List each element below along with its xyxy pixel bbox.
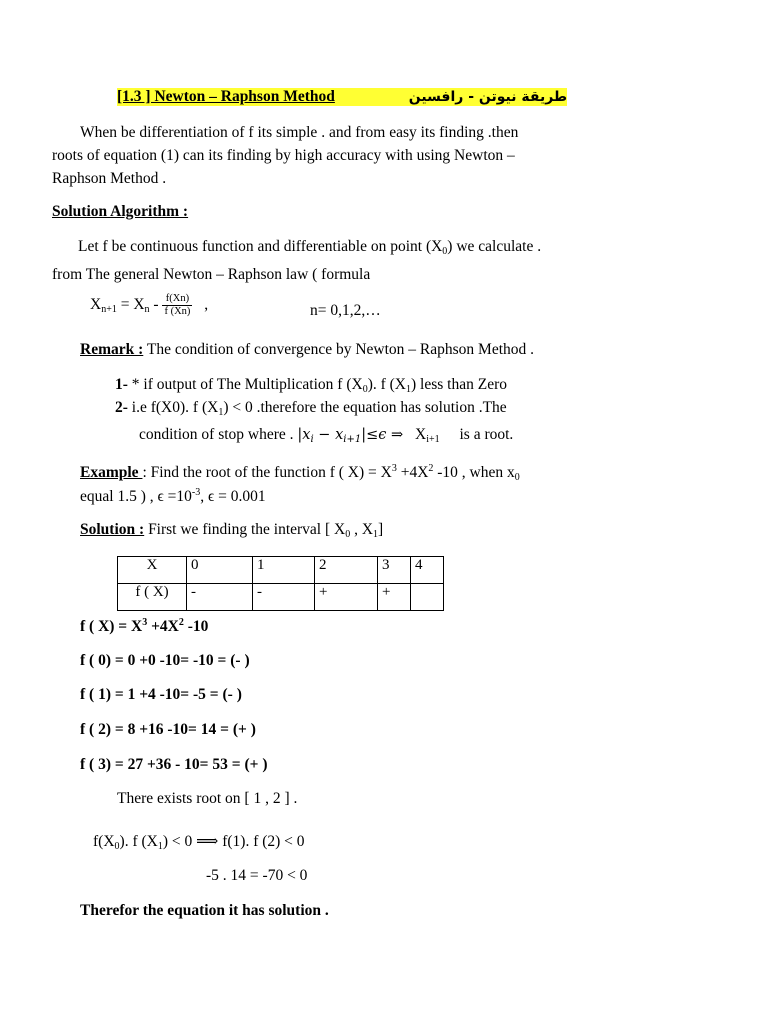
eval-f0: f ( 0) = 0 +0 -10= -10 = (- ) <box>80 652 250 669</box>
numeric-product-line: -5 . 14 = -70 < 0 <box>206 867 308 884</box>
product-line: $f(X_0)$. f $(X_1) < 0$ ⟹ f(1). f (2) < 0 <box>93 833 305 852</box>
final-statement: Therefor the equation it has solution . <box>80 902 329 919</box>
remark-line: Remark : The condition of convergence by Newton – Raphson Method . <box>80 341 535 358</box>
table-cell: - <box>187 584 253 611</box>
newton-formula: $X_{n+1} = X_n$ - $\frac{f(Xn)}{f (Xn)}$ , <box>90 293 209 317</box>
condition-item-2: 2- i.e f(X0). f $(X_1) < 0$ .therefore the equation has solution .The <box>115 399 507 418</box>
stop-criterion-math: $|x_i - x_{i+1}|\le\epsilon$ ⇒ <box>297 427 404 445</box>
remark-label: Remark : <box>80 341 144 358</box>
algorithm-line-2: from The general Newton – Raphson law ( formula <box>52 266 371 283</box>
intro-line-1: When be differentiation of f its simple . and from easy its finding .then <box>80 124 519 141</box>
table-cell: 2 <box>315 557 378 584</box>
table-cell <box>411 584 444 611</box>
eval-f1: f ( 1) = 1 +4 -10= -5 = (- ) <box>80 686 242 703</box>
section-title-arabic: طريقة نيوتن - رافسين <box>408 89 568 105</box>
solution-line: Solution : First we finding the interval [ $X_0$ , $X_1$] <box>80 521 384 540</box>
intro-line-3: Raphson Method . <box>52 170 167 187</box>
algorithm-paragraph <box>52 235 652 286</box>
table-cell: 1 <box>253 557 315 584</box>
table-cell: f ( X) <box>118 584 187 611</box>
table-cell: X <box>118 557 187 584</box>
example-label: Example <box>80 464 143 481</box>
formula-n-range: n= 0,1,2,… <box>310 302 381 319</box>
condition-stop-line: condition of stop where . $|x_i - x_{i+1}|\le\epsilon$ ⇒ $X_{i+1}$ is a root. <box>139 426 514 445</box>
table-cell: + <box>378 584 411 611</box>
intro-line-2: roots of equation (1) can its finding by high accuracy with using Newton – <box>52 147 515 164</box>
condition-item-1: 1- * if output of The Multiplication f $(X_0)$. f $(X_1)$ less than Zero <box>115 376 507 395</box>
interval-table <box>117 556 444 611</box>
example-line-2: equal 1.5 ) , $\epsilon =10^{-3}$, ϵ = 0.001 <box>80 487 266 505</box>
table-cell: 4 <box>411 557 444 584</box>
example-line-1: Example : Find the root of the function f ( $X) = X^3 +4X^2$ -10 , when $x_0$ <box>80 463 520 483</box>
solution-label: Solution : <box>80 521 145 538</box>
algorithm-line-1: Let f be continuous function and differentiable on point $(X_0)$ we calculate . <box>78 238 542 257</box>
table-cell: 3 <box>378 557 411 584</box>
eval-f3: f ( 3) = 27 +36 - 10= 53 = (+ ) <box>80 756 268 773</box>
section-title <box>117 88 567 106</box>
table-row <box>118 557 444 584</box>
table-cell: + <box>315 584 378 611</box>
table-row <box>118 584 444 611</box>
eval-f2: f ( 2) = 8 +16 -10= 14 = (+ ) <box>80 721 256 738</box>
algorithm-heading: Solution Algorithm : <box>52 203 189 220</box>
intro-paragraph <box>52 121 652 190</box>
table-cell: - <box>253 584 315 611</box>
formula-fraction: $\frac{f(Xn)}{f (Xn)}$ <box>164 293 191 317</box>
eval-fx: f ( $X) = X^3 +4X^2$ -10 <box>80 617 209 635</box>
root-exists-line: There exists root on [ 1 , 2 ] . <box>117 790 298 807</box>
table-cell: 0 <box>187 557 253 584</box>
section-title-text: [1.3 ] Newton – Raphson Method <box>117 88 335 105</box>
